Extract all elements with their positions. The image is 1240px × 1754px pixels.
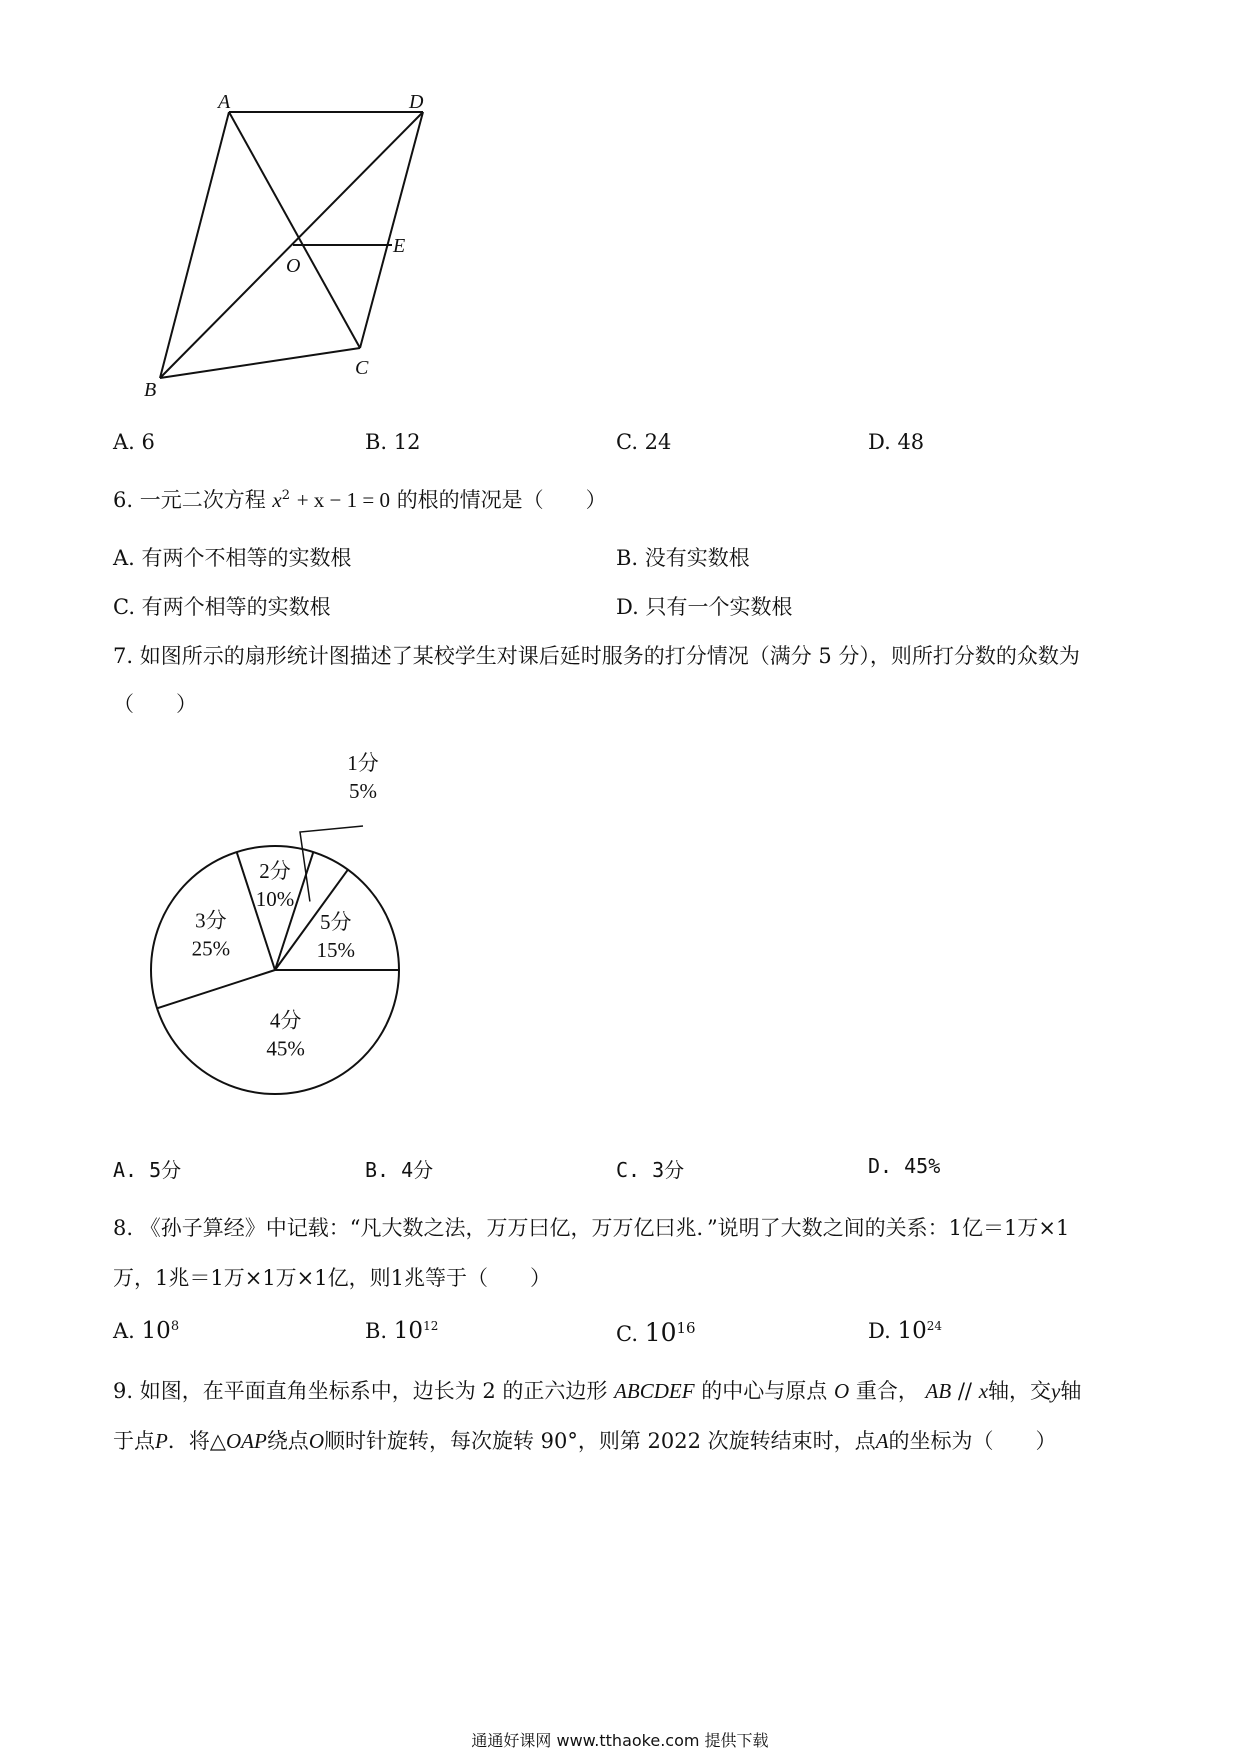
label-e: E xyxy=(393,235,406,257)
q9-text: 重合， xyxy=(855,1379,919,1403)
label-c: C xyxy=(355,357,369,379)
q6-option-a: A. 有两个不相等的实数根 xyxy=(113,546,352,570)
q9-text: ．将△ xyxy=(167,1429,226,1453)
q9-parallel-symbol: // xyxy=(957,1379,979,1403)
q6-option-d: D. 只有一个实数根 xyxy=(616,595,793,619)
q9-triangle-oap: OAP xyxy=(225,1429,267,1453)
q7-option-b: B. 4分 xyxy=(365,1158,434,1182)
q9-point-o: O xyxy=(833,1379,850,1403)
q8-option-c xyxy=(616,1318,696,1347)
pie-slice-label-score-5: 5分 xyxy=(320,910,352,935)
pie-slice-label-score-3: 3分 xyxy=(195,908,227,933)
label-d: D xyxy=(409,91,424,113)
pie-slice-percent-score-4: 45% xyxy=(266,1036,305,1061)
page-footer: 通通好课网 www.tthaoke.com 提供下载 xyxy=(471,1731,769,1750)
q9-text: 轴，交 xyxy=(988,1379,1052,1403)
q8-option-d-exp: 24 xyxy=(926,1319,943,1333)
pie-slice-percent-score-5: 15% xyxy=(316,938,356,963)
q9-x-axis: x xyxy=(978,1379,989,1403)
q8-option-a-exp: 8 xyxy=(170,1319,180,1334)
q9-text: 顺时针旋转，每次旋转 90°，则第 2022 次旋转结束时，点 xyxy=(323,1429,876,1453)
segment-ba xyxy=(160,112,229,378)
q6-option-c: C. 有两个相等的实数根 xyxy=(113,595,331,619)
pie-slice-percent-score-2: 10% xyxy=(255,887,295,912)
q9-line1 xyxy=(113,1375,1081,1405)
q8-option-a-base: 10 xyxy=(141,1318,171,1344)
q8-option-b-exp: 12 xyxy=(423,1319,439,1333)
parallelogram-figure xyxy=(130,90,450,400)
q9-y-axis: y xyxy=(1051,1379,1061,1403)
q9-text: 的中心与原点 xyxy=(701,1379,828,1403)
q5-option-c: C. 24 xyxy=(616,430,672,454)
q8-option-a-prefix: A. xyxy=(113,1319,135,1343)
q9-text: 绕点 xyxy=(266,1429,309,1453)
q8-line1: 8. 《孙子算经》中记载：“凡大数之法，万万曰亿，万万亿曰兆．”说明了大数之间的关系：1亿＝1万×1 xyxy=(113,1216,1070,1240)
q8-option-c-prefix: C. xyxy=(616,1322,638,1346)
q9-text: 于点 xyxy=(113,1429,155,1453)
q6-stem xyxy=(113,484,607,514)
q9-segment-ab: AB xyxy=(925,1379,952,1403)
q5-option-a: A. 6 xyxy=(113,430,155,454)
q8-option-d xyxy=(868,1318,942,1344)
q6-eq-x: x xyxy=(272,488,282,512)
pie-chart xyxy=(120,750,450,1110)
q7-line1: 7. 如图所示的扇形统计图描述了某校学生对课后延时服务的打分情况（满分 5 分），则所打分数的众数为 xyxy=(113,644,1080,668)
q6-stem-before: 一元二次方程 xyxy=(139,488,266,512)
q8-option-d-prefix: D. xyxy=(868,1319,891,1343)
label-a: A xyxy=(218,91,231,113)
q8-option-c-base: 10 xyxy=(644,1318,677,1347)
q8-option-b xyxy=(365,1318,438,1344)
q7-option-a: A. 5分 xyxy=(113,1158,182,1182)
q7-option-c: C. 3分 xyxy=(616,1158,685,1182)
q9-text: 的坐标为（ ） xyxy=(888,1429,1057,1453)
q9-point-a: A xyxy=(875,1429,889,1453)
q6-stem-after: 的根的情况是（ ） xyxy=(396,488,607,512)
q5-option-b: B. 12 xyxy=(365,430,421,454)
pie-slice-percent-score-3: 25% xyxy=(191,936,231,961)
label-b: B xyxy=(144,379,157,400)
q7-option-d: D. 45% xyxy=(868,1154,941,1178)
pie-slice-label-score-4: 4分 xyxy=(269,1008,302,1033)
segment-dc xyxy=(360,112,423,348)
q9-hexagon-name: ABCDEF xyxy=(614,1379,695,1403)
pie-slice-percent-score-1: 5% xyxy=(349,779,377,803)
q8-option-a xyxy=(113,1318,179,1344)
pie-slice-label-score-1: 1分 xyxy=(347,751,379,775)
q5-option-d: D. 48 xyxy=(868,430,925,454)
label-o: O xyxy=(286,255,301,277)
q9-point-o: O xyxy=(308,1429,324,1453)
q8-option-b-prefix: B. xyxy=(365,1319,388,1343)
q6-eq-rest: + x − 1 = 0 xyxy=(296,488,390,512)
q9-text: 9. 如图，在平面直角坐标系中，边长为 2 的正六边形 xyxy=(113,1379,608,1403)
q6-number: 6. xyxy=(113,488,134,512)
q8-option-c-exp: 16 xyxy=(676,1319,696,1337)
diagonal-ac xyxy=(229,112,360,348)
q9-text: 轴 xyxy=(1060,1379,1082,1403)
q9-point-p: P xyxy=(155,1429,168,1453)
q9-line2 xyxy=(113,1425,1057,1455)
q8-option-b-base: 10 xyxy=(393,1318,424,1344)
q6-option-b: B. 没有实数根 xyxy=(616,546,750,570)
q8-line2: 万，1兆＝1万×1万×1亿，则1兆等于（ ） xyxy=(113,1266,551,1290)
q6-eq-exp: 2 xyxy=(281,488,291,503)
pie-slice-label-score-2: 2分 xyxy=(259,859,291,884)
q8-option-d-base: 10 xyxy=(897,1318,927,1344)
segment-cb xyxy=(160,348,360,378)
q7-line2: （ ） xyxy=(113,692,197,716)
